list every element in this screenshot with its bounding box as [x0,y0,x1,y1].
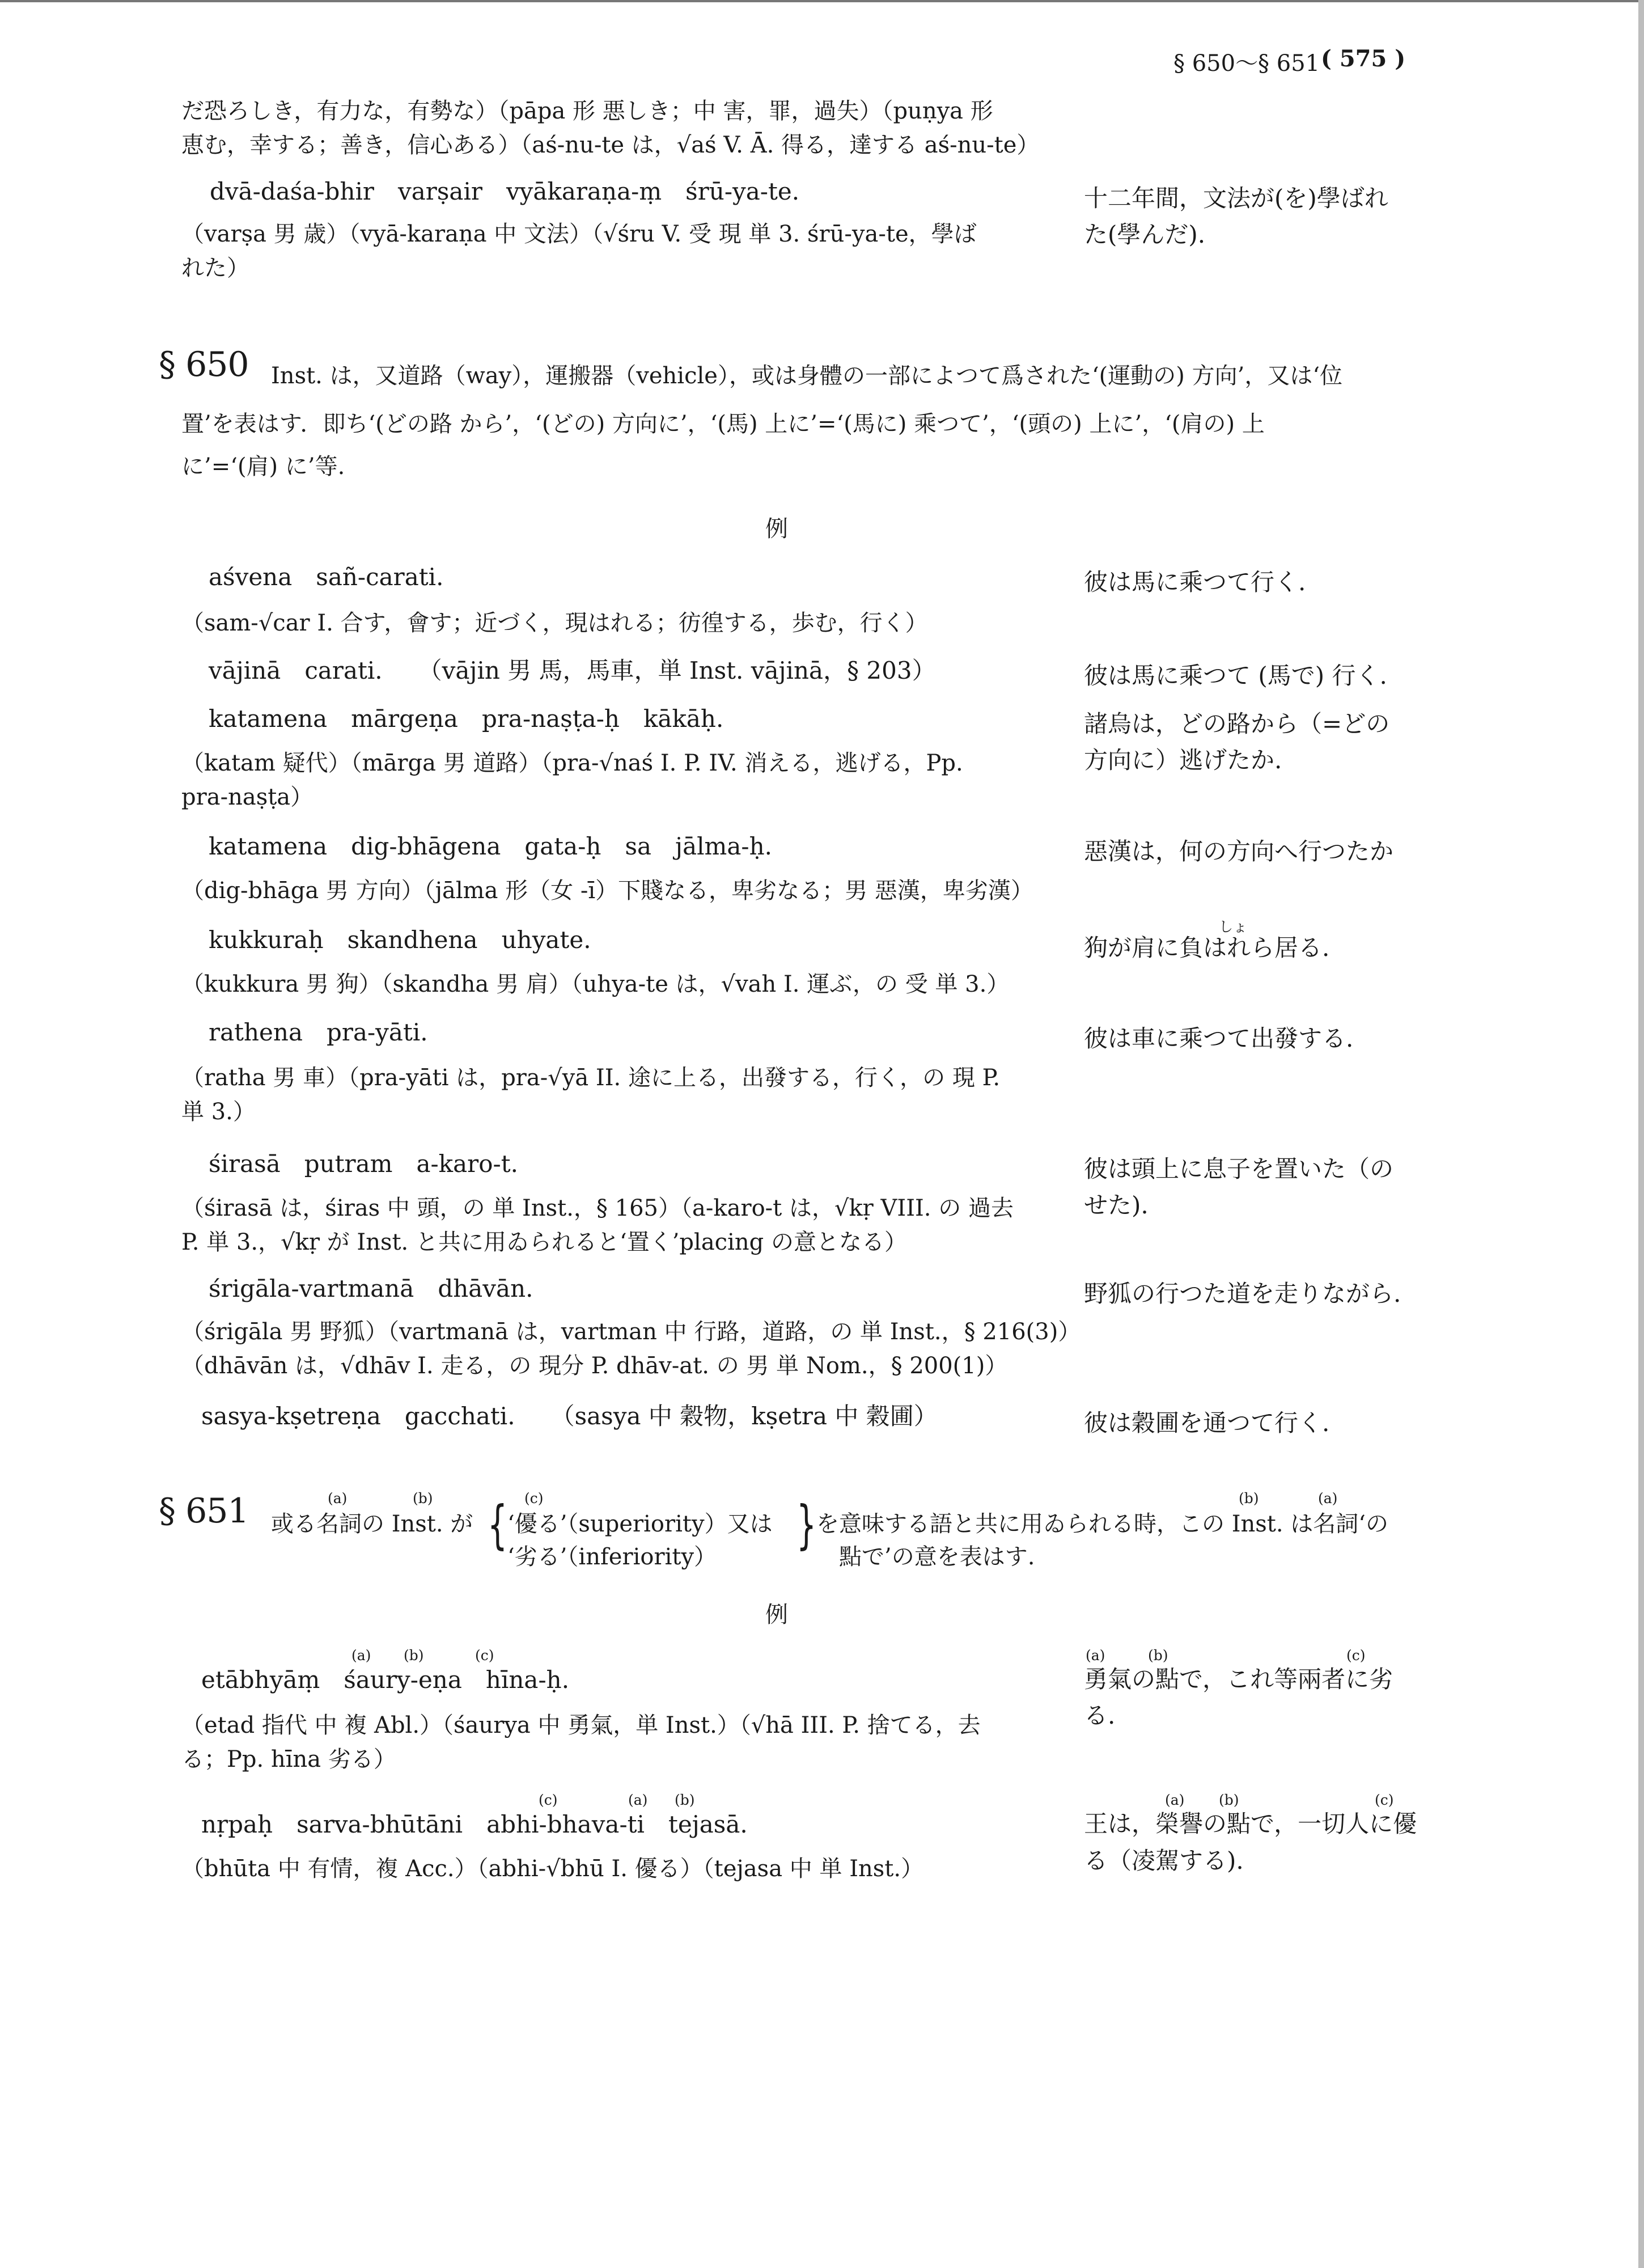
ex650-2-sanskrit: vājinā carati. （vājin 男 馬，馬車，単 Inst. vājinā，§ 203） [209,657,936,684]
ex650-7-note-2: P. 単 3.，√kṛ が Inst. と共に用ゐられると‘置く’placing の意となる） [181,1229,907,1255]
ex650-3-translation: 諸烏は，どの路から（=どの方向に）逃げたか. [1084,710,1390,774]
ex651-2-mark-b: (b) [675,1792,695,1808]
prev-note-2: れた） [181,255,249,281]
ex651-1-tr-mark-c: (c) [1346,1647,1366,1664]
page-edge-shadow [1638,0,1644,2268]
prev-line-1: だ恐ろしき，有力な，有勢な）（pāpa 形 悪しき；中 害，罪，過失）（puṇya 形 [181,98,993,124]
ex650-5-ruby: しょ [1219,919,1248,935]
ex651-2-translation-2: る（凌駕する). [1084,1847,1244,1875]
s651-mark-a: (a) [328,1490,348,1507]
prev-translation: 十二年間，文法が(を)學ばれた(學んだ). [1084,184,1388,248]
ex650-8-sanskrit: śrigāla-vartmanā dhāvān. [209,1275,533,1302]
ex651-1-mark-c: (c) [475,1647,494,1664]
s651-mark-c: (c) [524,1490,544,1507]
ex650-6-note-1: （ratha 男 車）（pra-yāti は，pra-√yā II. 途に上る，出發する，行く，の 現 P. [181,1065,1001,1091]
ex650-8-translation: 野狐の行つた道を走りながら. [1084,1280,1401,1308]
ex650-6-sanskrit: rathena pra-yāti. [209,1018,428,1046]
ex651-2-tr-mark-b: (b) [1219,1792,1239,1808]
ex650-1-sanskrit: aśvena sañ-carati. [209,563,444,591]
ex651-1-mark-a: (a) [351,1647,371,1664]
ex651-1-translation: 勇氣の點で，これ等兩者に劣る. [1084,1665,1393,1729]
section-650-number: § 650 [159,345,249,384]
ex650-4-note: （dig-bhāga 男 方向）（jālma 形（女 -ī）下賤なる，卑劣なる；男 惡漢，卑劣漢） [181,878,1033,904]
ex650-8-note-1: （śrigāla 男 野狐）（vartmanā は，vartman 中 行路，道路，の 単 Inst.，§ 216(3)） [181,1319,1081,1345]
page-number: ( 575 ) [1321,45,1406,72]
prev-example: dvā-daśa-bhir varṣair vyākaraṇa-ṃ śrū-ya-te. [210,177,800,205]
ex650-5-note: （kukkura 男 狗）（skandha 男 肩）（uhya-te は，√vah I. 運ぶ，の 受 単 3.） [181,971,1010,997]
s650-line-2: 置’を表はす．即ち‘(どの路 から’，‘(どの) 方向に’，‘(馬) 上に’=‘(馬に) 乘つて’，‘(頭の) 上に’，‘(肩の) 上 [181,411,1265,437]
ex650-6-translation: 彼は車に乘つて出發する. [1084,1025,1354,1052]
ex651-1-note-1: （etad 指代 中 複 Abl.）（śaurya 中 勇氣，単 Inst.）（√hā III. P. 捨てる，去 [181,1712,981,1738]
ex650-9-sanskrit: sasya-kṣetreṇa gacchati. （sasya 中 穀物，kṣetra 中 穀圃） [201,1402,938,1430]
ex651-2-tr-mark-c: (c) [1375,1792,1394,1808]
ex650-3-note-1: （katam 疑代）（mārga 男 道路）（pra-√naś I. P. IV. 消える，逃げる，Pp. [181,750,963,776]
s651-mark-b: (b) [413,1490,433,1507]
prev-line-2: 恵む，幸する；善き，信心ある）（aś-nu-te は，√aś V. Ā. 得る，達する aś-nu-te） [181,132,1040,158]
ex650-5-sanskrit: kukkuraḥ skandhena uhyate. [209,926,591,954]
s651-example-heading: 例 [765,1602,788,1628]
s651-mark-a2: (a) [1318,1490,1338,1507]
ex650-1-note: （sam-√car I. 合す，會す；近づく，現はれる；彷徨する，歩む，行く） [181,610,928,636]
s650-example-heading: 例 [765,516,788,542]
ex650-7-translation: 彼は頭上に息子を置いた（のせた). [1084,1155,1394,1219]
ex650-5-translation: 狗が肩に負はれら居る. [1084,934,1330,962]
ex651-1-sanskrit: etābhyāṃ śaury-eṇa hīna-ḥ. [201,1666,570,1694]
s651-pre: 或る名詞の Inst. が [271,1511,473,1537]
ex650-7-note-1: （śirasā は，śiras 中 頭，の 単 Inst.，§ 165）（a-karo-t は，√kṛ VIII. の 過去 [181,1195,1014,1221]
top-rule [0,0,1644,2]
ex650-1-translation: 彼は馬に乘つて行く. [1084,568,1306,596]
ex651-2-sanskrit: nṛpaḥ sarva-bhūtāni abhi-bhava-ti tejasā. [201,1810,748,1838]
s651-brace-line-1: ‘優る’（superiority）又は [507,1511,773,1537]
ex651-1-tr-mark-a: (a) [1086,1647,1105,1664]
ex650-6-note-2: 単 3.） [181,1099,256,1125]
ex651-2-mark-c: (c) [539,1792,558,1808]
s651-mark-b2: (b) [1239,1490,1259,1507]
ex651-2-note: （bhūta 中 有情，複 Acc.）（abhi-√bhū I. 優る）（tejasa 中 単 Inst.） [181,1856,924,1882]
ex650-7-sanskrit: śirasā putram a-karo-t. [209,1150,518,1178]
ex651-2-tr-mark-a: (a) [1165,1792,1185,1808]
s651-post-2: 點で’の意を表はす. [839,1544,1035,1570]
prev-note-1: （varṣa 男 歳）（vyā-karaṇa 中 文法）（√śru V. 受 現 単 3. śrū-ya-te，學ば [181,221,977,247]
ex651-1-mark-b: (b) [404,1647,424,1664]
ex651-1-tr-mark-b: (b) [1148,1647,1168,1664]
ex650-4-sanskrit: katamena dig-bhāgena gata-ḥ sa jālma-ḥ. [209,832,773,860]
ex650-4-translation: 惡漢は，何の方向へ行つたか [1084,837,1394,865]
ex651-2-translation-1: 王は，榮譽の點で，一切人に優 [1084,1810,1417,1838]
ex650-9-translation: 彼は穀圃を通つて行く. [1084,1409,1330,1437]
ex650-2-translation: 彼は馬に乘つて (馬で) 行く. [1084,662,1387,689]
ex651-2-mark-a: (a) [628,1792,648,1808]
s651-brace-right: } [796,1495,817,1555]
s651-post-1: を意味する語と共に用ゐられる時，この Inst. は名詞‘の [816,1511,1389,1537]
section-651-number: § 651 [159,1491,249,1531]
s650-line-1: Inst. は，又道路（way），運搬器（vehicle），或は身體の一部によつて爲された‘(運動の) 方向’，又は‘位 [271,363,1343,389]
ex650-3-note-2: pra-naṣṭa） [181,784,313,810]
s651-brace-left: { [488,1495,508,1555]
ex651-1-note-2: る；Pp. hīna 劣る） [181,1746,396,1772]
section-range: § 650〜§ 651 [1173,50,1320,77]
ex650-8-note-2: （dhāvān は，√dhāv I. 走る，の 現分 P. dhāv-at. の 男 単 Nom.，§ 200(1)） [181,1353,1008,1379]
s650-line-3: に’=‘(肩) に’等. [181,454,345,480]
ex650-3-sanskrit: katamena mārgeṇa pra-naṣṭa-ḥ kākāḥ. [209,705,724,733]
s651-brace-line-2: ‘劣る’（inferiority） [507,1544,717,1570]
